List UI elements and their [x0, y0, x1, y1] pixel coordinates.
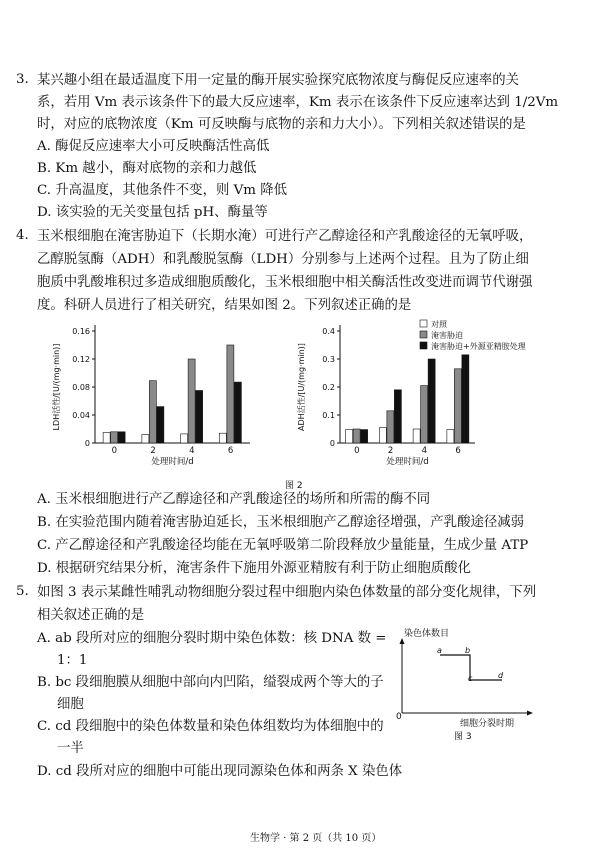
question-4-line-1: 玉米根细胞在淹害胁迫下（长期水淹）可进行产乙醇途径和产乳酸途径的无氧呼吸，: [37, 229, 533, 244]
chart-1-y-tick-label: 0: [84, 439, 90, 448]
chart-2-bar: [428, 359, 435, 443]
chart-2-legend-swatch: [420, 331, 427, 338]
question-4-option-d: D. 根据研究结果分析，淹害条件下施用外源亚精胺有利于防止细胞质酸化: [37, 561, 471, 576]
figure-2: [40, 318, 580, 493]
question-5-option-d: D. cd 段所对应的细胞中可能出现同源染色体和两条 X 染色体: [37, 764, 403, 779]
chart-1-y-tick-label: 0.04: [72, 411, 90, 420]
question-3-line-2: 系，若用 Vm 表示该条件下的最大反应速率，Km 表示在该条件下反应速率达到 1/2Vm: [37, 95, 559, 110]
chart-2-bar: [462, 355, 469, 443]
chart-2-bar: [413, 429, 420, 443]
question-3-option-c: C. 升高温度，其他条件不变，则 Vm 降低: [37, 183, 288, 198]
chart-2-legend-swatch: [420, 342, 427, 349]
chart-1-x-tick-label: 2: [150, 446, 156, 456]
chart-1-y-tick-label: 0.08: [72, 383, 90, 392]
chart-1-y-tick-label: 0.12: [72, 355, 90, 364]
chart-2-y-tick-label: 0: [329, 439, 335, 448]
page-footer: 生物学 · 第 2 页（共 10 页）: [250, 833, 382, 844]
question-5-option-a: A. ab 段所对应的细胞分裂时期中染色体数：核 DNA 数 =: [37, 631, 387, 646]
chart-1-ylabel: LDH活性/[U/(mg·min)]: [52, 343, 61, 431]
chart-2-bar: [421, 386, 428, 443]
chart-1-bar: [181, 434, 188, 443]
chart-2-y-tick-label: 0.2: [322, 383, 335, 392]
chart-1-bar: [118, 432, 125, 443]
figure-3-point-c: c: [468, 674, 473, 683]
chart-2-x-tick-label: 2: [387, 446, 394, 456]
question-4-line-4: 度。科研人员进行了相关研究，结果如图 2。下列叙述正确的是: [37, 298, 412, 313]
chart-1-bar: [111, 432, 118, 443]
question-5-option-c-cont: 一半: [57, 741, 84, 756]
figure-3-xlabel: 细胞分裂时期: [460, 719, 515, 729]
chart-1-xlabel: 处理时间/d: [151, 457, 194, 467]
chart-2-x-tick-label: 6: [455, 446, 461, 456]
question-5-option-b-cont: 细胞: [57, 697, 84, 712]
chart-1-x-tick-label: 0: [111, 446, 118, 456]
question-5-option-c: C. cd 段细胞中的染色体数量和染色体组数均为体细胞中的: [37, 719, 384, 734]
figure-3-origin: 0: [396, 712, 402, 722]
figure-3-point-b: b: [465, 646, 471, 655]
chart-2-bar: [353, 429, 360, 443]
question-3-option-d: D. 该实验的无关变量包括 pH、酶量等: [37, 205, 268, 220]
question-4-option-a: A. 玉米根细胞进行产乙醇途径和产乳酸途径的场所和所需的酶不同: [37, 492, 431, 507]
figure-3-caption: 图 3: [454, 732, 472, 740]
question-5-line-1: 如图 3 表示某雌性哺乳动物细胞分裂过程中细胞内染色体数量的部分变化规律，下列: [37, 585, 537, 600]
chart-1-bar: [196, 391, 203, 444]
question-3-option-b: B. Km 越小，酶对底物的亲和力越低: [37, 161, 257, 176]
question-4-option-b: B. 在实验范围内随着淹害胁迫延长，玉米根细胞产乙醇途径增强，产乳酸途径减弱: [37, 515, 525, 530]
chart-2-ylabel: ADH活性/[U/(mg·min)]: [297, 343, 306, 431]
question-5-number: 5.: [16, 584, 29, 599]
chart-1-bar: [219, 433, 226, 443]
question-4-line-3: 胞质中乳酸堆积过多造成细胞质酸化，玉米根细胞中相关酶活性改变进而调节代谢强: [37, 275, 533, 290]
chart-2-bar: [361, 430, 368, 443]
figure-2-caption: 图 2: [285, 481, 303, 491]
chart-2-y-tick-label: 0.1: [322, 411, 335, 420]
chart-2-bar: [379, 428, 386, 443]
chart-1-bar: [142, 435, 149, 443]
chart-2-xlabel: 处理时间/d: [386, 457, 429, 467]
figure-3-point-a: a: [437, 646, 442, 655]
chart-2-y-tick-label: 0.3: [322, 355, 335, 364]
chart-2-legend-label: 淹害胁迫: [431, 331, 463, 340]
figure-3-ylabel: 染色体数目: [404, 629, 450, 639]
chart-2-bar: [346, 430, 353, 443]
chart-2-bar: [394, 390, 401, 443]
chart-1-x-tick-label: 6: [227, 446, 234, 456]
question-3-number: 3.: [16, 72, 29, 87]
chart-1-bar: [157, 407, 164, 443]
chart-2-x-tick-label: 4: [421, 446, 428, 456]
chart-1-bar: [227, 345, 234, 443]
chart-2-legend-label: 淹害胁迫+外源亚精胺处理: [431, 342, 526, 351]
question-4-number: 4.: [16, 228, 29, 243]
question-3-option-a: A. 酶促反应速率大小可反映酶活性高低: [37, 139, 270, 154]
chart-1-bar: [188, 359, 195, 443]
figure-3: [390, 625, 540, 740]
chart-2-legend-swatch: [420, 320, 427, 327]
chart-2-bar: [387, 411, 394, 443]
figure-3-x-arrow: [527, 711, 533, 716]
figure-3-point-d: d: [498, 671, 504, 680]
chart-1-y-tick-label: 0.16: [72, 327, 90, 336]
chart-2-bar: [447, 430, 454, 443]
chart-1-bar: [103, 433, 110, 444]
chart-1-bar: [149, 381, 156, 443]
chart-1-x-tick-label: 4: [189, 446, 195, 456]
question-3-line-3: 时，对应的底物浓度（Km 可反映酶与底物的亲和力大小）。下列相关叙述错误的是: [37, 117, 526, 132]
chart-2-legend-label: 对照: [431, 320, 447, 329]
chart-2-x-tick-label: 0: [354, 446, 360, 456]
question-5-option-b: B. bc 段细胞膜从细胞中部向内凹陷，缢裂成两个等大的子: [37, 675, 384, 690]
chart-2-y-tick-label: 0.4: [322, 327, 335, 336]
question-5-line-2: 相关叙述正确的是: [37, 608, 145, 623]
question-4-option-c: C. 产乙醇途径和产乳酸途径均能在无氧呼吸第二阶段释放少量能量，生成少量 ATP: [37, 538, 529, 553]
chart-2-bar: [454, 369, 461, 443]
question-3-line-1: 某兴趣小组在最适温度下用一定量的酶开展实验探究底物浓度与酶促反应速率的关: [37, 73, 520, 88]
question-5-option-a-cont: 1：1: [57, 653, 88, 668]
chart-1-bar: [234, 382, 241, 443]
question-4-line-2: 乙醇脱氢酶（ADH）和乳酸脱氢酶（LDH）分别参与上述两个过程。且为了防止细: [37, 252, 529, 267]
